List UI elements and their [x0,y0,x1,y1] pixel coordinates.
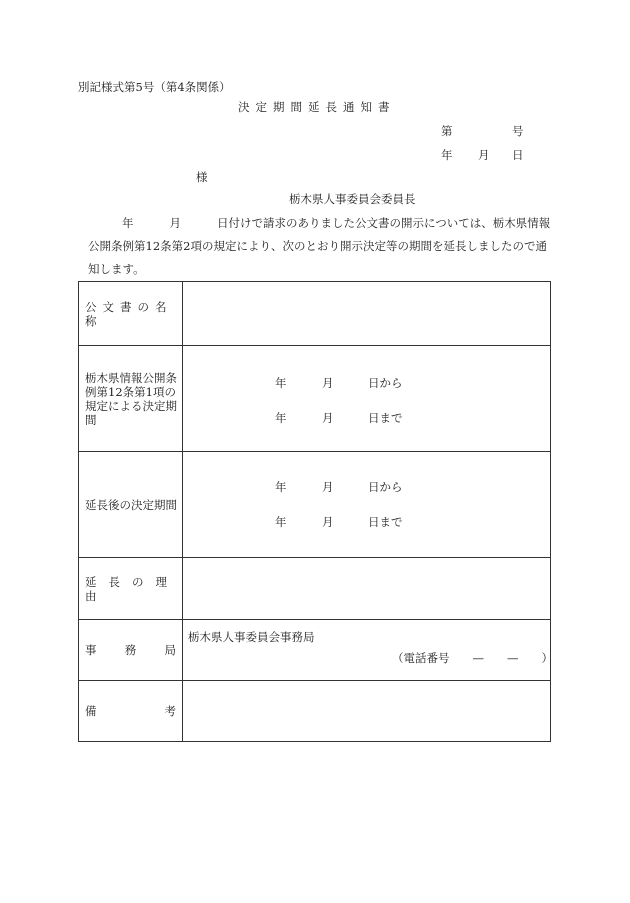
row-original-period [79,345,550,451]
original-period-field[interactable] [183,346,550,451]
document-name-field[interactable] [183,282,550,345]
issue-date-year: 年 [441,148,453,162]
ext-from-day: 日から [368,480,403,494]
until-month: 月 [322,411,334,425]
office-label [79,620,183,680]
body-year: 年 [122,216,134,230]
addressee-honorific: 様 [196,170,208,184]
row-office [79,619,553,680]
sender-name: 栃木県人事委員会委員長 [289,192,416,206]
until-day: 日まで [368,411,403,425]
ext-until-month: 月 [322,515,334,529]
issue-date-month: 月 [478,148,490,162]
office-field [183,620,553,680]
issue-date-day: 日 [512,148,524,162]
reason-field[interactable] [183,558,550,619]
body-paragraph [88,212,558,281]
row-extended-period [79,451,550,557]
document-name-label: 公文書の名称 [79,282,183,345]
row-remarks [79,680,550,741]
extended-period-label: 延長後の決定期間 [79,452,183,557]
body-month: 月 [169,216,181,230]
remarks-field[interactable] [183,681,550,741]
remarks-label-char-2: 考 [164,704,176,718]
office-name: 栃木県人事委員会事務局 [188,630,315,644]
original-period-label: 栃木県情報公開条例第12条第1項の規定による決定期間 [79,346,183,451]
from-year: 年 [275,376,287,390]
ext-until-day: 日まで [368,515,403,529]
form-table [78,281,551,742]
until-year: 年 [275,411,287,425]
form-reference: 別記様式第5号（第4条関係） [78,80,231,94]
remarks-label-char-1: 備 [85,704,97,718]
from-day: 日から [368,376,403,390]
extended-period-from [183,480,550,494]
extended-period-field[interactable] [183,452,550,557]
from-month: 月 [322,376,334,390]
reason-label: 延長の理由 [79,558,183,619]
ext-from-month: 月 [322,480,334,494]
phone-number: （電話番号 — — ） [392,651,553,665]
document-title: 決定期間延長通知書 [238,100,396,114]
body-text: 日付けで請求のありました公文書の開示については、栃木県情報公開条例第12条第2項の規定により、次のとおり開示決定等の期間を延長しましたので通知します。 [88,216,551,276]
extended-period-until [183,515,550,529]
row-reason [79,557,550,619]
row-document-name [79,282,550,345]
office-label-char-1: 事 [85,643,97,657]
original-period-from [183,376,550,390]
original-period-until [183,411,550,425]
document-number-suffix: 号 [512,124,524,138]
ext-until-year: 年 [275,515,287,529]
office-label-char-3: 局 [164,643,176,657]
office-label-char-2: 務 [124,643,137,657]
document-number-prefix: 第 [441,124,453,138]
remarks-label [79,681,183,741]
ext-from-year: 年 [275,480,287,494]
